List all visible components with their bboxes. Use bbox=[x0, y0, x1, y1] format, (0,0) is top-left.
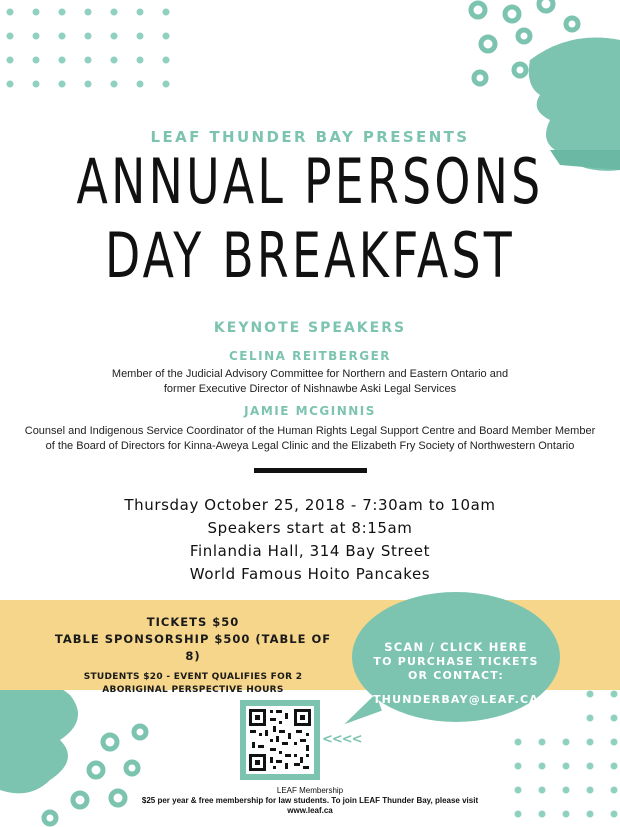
qr-code-icon[interactable] bbox=[240, 700, 320, 780]
section-divider bbox=[254, 468, 367, 473]
chevron-left-icon: <<<< bbox=[322, 732, 362, 747]
event-food: World Famous Hoito Pancakes bbox=[189, 565, 431, 583]
event-title-line-2: DAY BREAKFAST bbox=[105, 219, 515, 292]
membership-details: $25 per year & free membership for law students. To join LEAF Thunder Bay, please visit bbox=[141, 796, 479, 805]
membership-link[interactable]: www.leaf.ca bbox=[287, 806, 333, 815]
speaker-name: JAMIE MCGINNIS bbox=[244, 404, 376, 418]
student-price-line: STUDENTS $20 - EVENT QUALIFIES FOR 2 bbox=[83, 672, 303, 682]
purchase-line: TO PURCHASE TICKETS bbox=[373, 655, 539, 668]
event-location: Finlandia Hall, 314 Bay Street bbox=[189, 542, 431, 560]
speaker-bio-line: of the Board of Directors for Kinna-Aweya Legal Clinic and the Elizabeth Fry Society of Northwestern Ontario bbox=[45, 440, 575, 452]
speaker-bio-line: former Executive Director of Nishnawbe Aski Legal Services bbox=[163, 383, 457, 395]
table-sponsorship: TABLE SPONSORSHIP $500 (TABLE OF 8) bbox=[54, 632, 332, 663]
contact-line: OR CONTACT: bbox=[407, 669, 505, 682]
scan-click-here-link[interactable]: SCAN / CLICK HERE bbox=[384, 640, 528, 654]
speaker-name: CELINA REITBERGER bbox=[228, 349, 392, 363]
speaker-bio bbox=[0, 424, 620, 454]
event-title-line-1: ANNUAL PERSONS bbox=[76, 145, 544, 218]
membership-heading: LEAF Membership bbox=[276, 786, 344, 795]
purchase-tickets-text bbox=[352, 655, 560, 683]
ticket-price: TICKETS $50 bbox=[146, 615, 240, 629]
dot-pattern-top-left bbox=[0, 0, 180, 95]
event-date: Thursday October 25, 2018 - 7:30am to 10am bbox=[124, 496, 496, 514]
contact-email-link[interactable]: THUNDERBAY@LEAF.CA bbox=[372, 693, 540, 706]
speakers-start-time: Speakers start at 8:15am bbox=[207, 519, 413, 537]
speaker-bio-line: Counsel and Indigenous Service Coordinator of the Human Rights Legal Support Centre and Board Member Member bbox=[24, 425, 596, 437]
presenter-line: LEAF THUNDER BAY PRESENTS bbox=[150, 128, 470, 146]
event-details bbox=[0, 494, 620, 586]
student-price-line: ABORIGINAL PERSPECTIVE HOURS bbox=[102, 685, 284, 695]
speaker-bio bbox=[0, 367, 620, 397]
ticket-info bbox=[48, 614, 338, 697]
speaker-bio-line: Member of the Judicial Advisory Committee for Northern and Eastern Ontario and bbox=[111, 368, 509, 380]
keynote-heading: KEYNOTE SPEAKERS bbox=[213, 320, 407, 336]
